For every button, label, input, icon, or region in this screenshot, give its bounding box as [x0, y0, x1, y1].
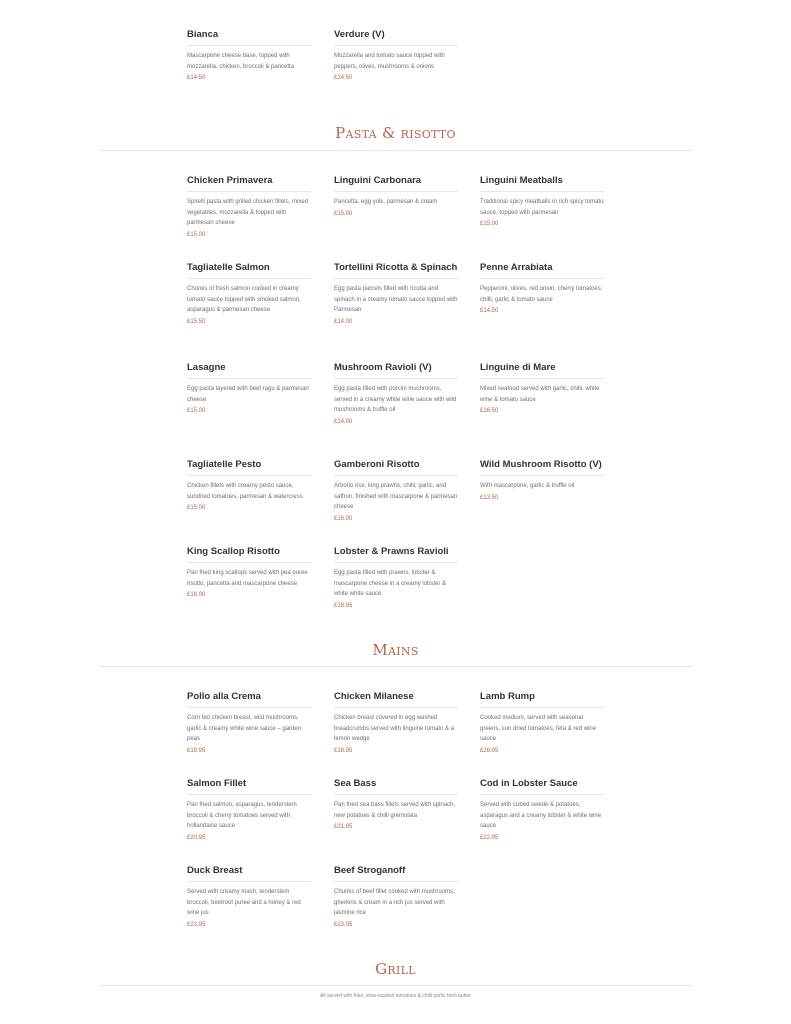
item-description: Mozzarella and tomato sauce topped with peppers, olives, mushrooms & onions: [334, 53, 445, 70]
item-description: Mixed seafood served with garlic, chilli, white wine & tomato sauce: [480, 386, 600, 403]
menu-item: [334, 864, 458, 930]
item-price: £15.00: [187, 505, 206, 511]
item-description: Traditional spicy meatballs in rich spicy tomato sauce, topped with parmesan: [480, 199, 604, 216]
item-name: Pollo alla Crema: [187, 690, 311, 708]
section-title-mains: Mains: [372, 641, 419, 659]
menu-item: [480, 174, 604, 229]
item-price: £15.00: [480, 221, 499, 227]
item-price: £15.00: [334, 210, 353, 217]
item-description: Mascarpone cheese base, topped with mozzarella, chicken, broccoli & pancetta: [187, 53, 295, 70]
item-name: Gamberoni Risotto: [334, 458, 458, 476]
item-price: £22.95: [480, 834, 499, 841]
item-price: £14.00: [334, 418, 353, 425]
item-name: Lasagne: [187, 361, 311, 379]
item-name: Penne Arrabiata: [480, 261, 604, 279]
menu-item: [334, 777, 458, 832]
item-description: Pan fried king scallops served with pea puree risotto, pancetta and mascarpone cheese: [187, 570, 308, 587]
item-name: Salmon Fillet: [187, 777, 311, 795]
item-description: Cooked medium, served with seasonal greens, sun dried tomatoes, feta & red wine sauce: [480, 715, 597, 742]
item-price: £13.50: [480, 494, 499, 501]
menu-item: [187, 361, 311, 416]
item-name: Cod in Lobster Sauce: [480, 777, 604, 795]
item-name: Bianca: [187, 28, 311, 46]
item-name: King Scallop Risotto: [187, 545, 311, 563]
item-description: Served with cubed swede & potatoes, asparagus and a creamy lobster & white wine sauce: [480, 802, 602, 829]
item-name: Beef Stroganoff: [334, 864, 458, 882]
item-price: £23.95: [187, 921, 206, 928]
item-description: Served with creamy mash, tenderstem broccoli, beetroot puree and a honey & red wine jus: [187, 889, 301, 916]
section-divider: [100, 666, 692, 667]
item-price: £21.95: [334, 824, 353, 830]
menu-item: [334, 545, 458, 611]
item-description: Pan fried salmon, asparagus, tenderstem broccoli & cherry tomatoes served with hollandaise sauce: [187, 802, 297, 829]
item-price: £14.50: [187, 75, 206, 81]
item-description: Egg pasta layered with beef ragu & parmesan cheese: [187, 386, 309, 403]
menu-item: [187, 864, 311, 930]
item-name: Chicken Primavera: [187, 174, 311, 192]
item-price: £14.50: [480, 308, 499, 314]
menu-item: [480, 261, 604, 316]
item-price: £19.95: [187, 747, 206, 754]
item-name: Duck Breast: [187, 864, 311, 882]
menu-item: [187, 458, 311, 513]
item-name: Chicken Milanese: [334, 690, 458, 708]
item-name: Tagliatelle Salmon: [187, 261, 311, 279]
item-price: £15.00: [187, 408, 206, 414]
item-name: Lamb Rump: [480, 690, 604, 708]
menu-item: [480, 690, 604, 756]
item-price: £14.00: [334, 318, 353, 325]
menu-item: [334, 361, 458, 427]
menu-item: [480, 777, 604, 843]
menu-item: [480, 361, 604, 416]
menu-item: [334, 174, 458, 219]
item-description: Arborio rice, king prawns, chilli, garlic, and saffron, finished with mascarpone & parmesan cheese: [334, 483, 458, 510]
menu-item: [187, 777, 311, 843]
item-price: £23.95: [334, 921, 353, 928]
item-price: £15.00: [187, 231, 206, 238]
item-name: Linguini Meatballs: [480, 174, 604, 192]
item-price: £14.50: [334, 75, 353, 81]
grill-note: All served with fries, slow-roasted tomatoes & chilli garlic herb butter: [320, 993, 471, 999]
section-divider: [100, 150, 692, 151]
menu-item: [187, 545, 311, 600]
item-description: Egg pasta parcels filled with ricotta and spinach in a creamy tomato sauce topped with Parmesan: [334, 286, 458, 313]
menu-item: [187, 261, 311, 327]
item-name: Verdure (V): [334, 28, 458, 46]
item-description: Corn fed chicken breast, wild mushrooms, garlic & creamy white wine sauce – garden peas: [187, 715, 302, 742]
item-description: With mascarpone, garlic & truffle oil: [480, 483, 575, 489]
item-price: £15.50: [187, 318, 206, 325]
item-description: Egg pasta filled with porcini mushrooms, served in a creamy white wine sauce with wild mushrooms & truffle oil: [334, 386, 457, 413]
menu-item: [334, 261, 458, 327]
item-name: Tagliatelle Pesto: [187, 458, 311, 476]
section-title-grill: Grill: [375, 960, 416, 978]
item-price: £18.95: [334, 747, 353, 754]
item-name: Tortellini Ricotta & Spinach: [334, 261, 458, 279]
menu-item: [480, 458, 604, 503]
item-description: Spirelli pasta with grilled chicken fillets, mixed vegetables, mozzarella & topped with parmesan cheese: [187, 199, 309, 226]
item-name: Wild Mushroom Risotto (V): [480, 458, 604, 476]
item-name: Linguini Carbonara: [334, 174, 458, 192]
section-divider: [100, 985, 692, 986]
item-name: Lobster & Prawns Ravioli: [334, 545, 458, 563]
item-price: £26.95: [480, 747, 499, 754]
menu-item: [187, 174, 311, 240]
item-price: £20.95: [187, 834, 206, 841]
item-price: £16.00: [334, 515, 353, 522]
item-description: Chunks of beef fillet cooked with mushrooms, gherkins & cream in a rich jus served with jasmine rice: [334, 889, 455, 916]
menu-item: [334, 28, 458, 83]
item-description: Pan fried sea bass fillets served with spinach, new potatoes & chilli gremolata: [334, 802, 456, 819]
item-price: £18.95: [334, 602, 353, 609]
item-description: Egg pasta filled with prawns, lobster & mascarpone cheese in a creamy lobster & white white sauce: [334, 570, 447, 597]
item-price: £16.50: [480, 408, 499, 414]
item-name: Mushroom Ravioli (V): [334, 361, 458, 379]
item-description: Chicken fillets with creamy pesto sauce, sundried tomatoes, parmesan & watercress: [187, 483, 303, 500]
item-name: Sea Bass: [334, 777, 458, 795]
item-price: £18.00: [187, 592, 206, 598]
item-description: Chicken breast covered in egg washed breadcrumbs served with linguine tomato & a lemon wedge: [334, 715, 455, 742]
menu-item: [187, 690, 311, 756]
menu-item: [187, 28, 311, 83]
item-description: Pancetta, egg yolk, parmesan & cream: [334, 199, 438, 205]
item-description: Chunks of fresh salmon cooked in creamy tomato sauce topped with smoked salmon, asparagus & parmesan cheese: [187, 286, 301, 313]
item-name: Linguine di Mare: [480, 361, 604, 379]
section-title-pasta: Pasta & risotto: [335, 124, 456, 142]
menu-item: [334, 690, 458, 756]
menu-item: [334, 458, 458, 524]
item-description: Pepperoni, olives, red onion, cherry tomatoes, chilli, garlic & tomato sauce: [480, 286, 603, 303]
